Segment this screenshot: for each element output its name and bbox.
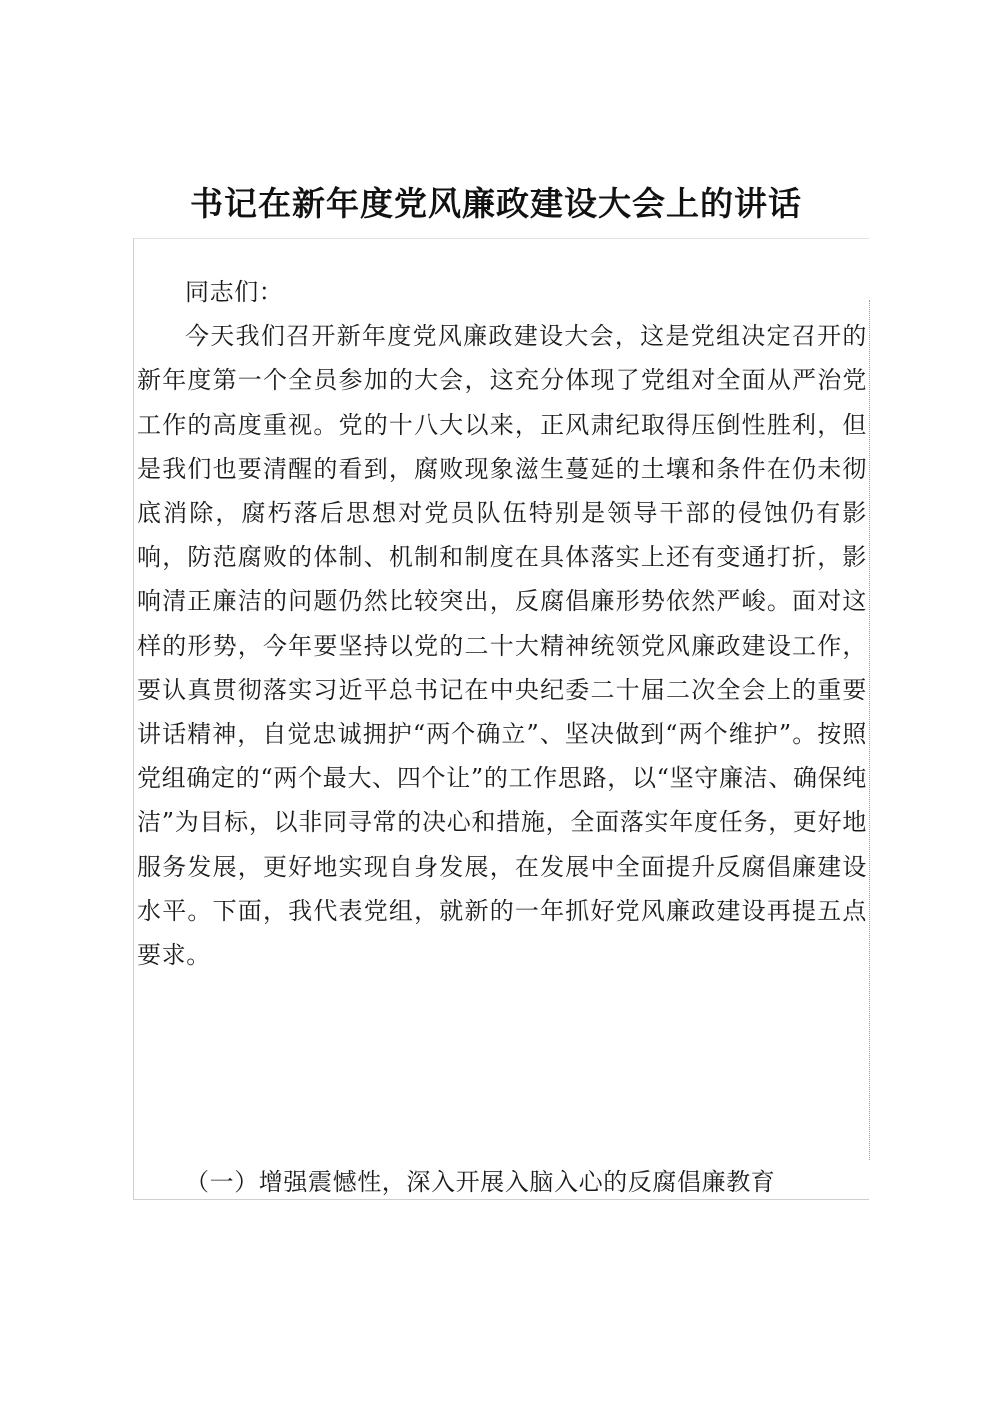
section-heading: （一）增强震憾性，深入开展入脑入心的反腐倡廉教育 bbox=[185, 1168, 776, 1196]
salutation: 同志们： bbox=[185, 278, 284, 306]
text-frame-right-edge bbox=[868, 300, 870, 1160]
body-paragraph: 今天我们召开新年度党风廉政建设大会，这是党组决定召开的新年度第一个全员参加的大会，这充分体现了党组对全面从严治党工作的高度重视。党的十八大以来，正风肃纪取得压倒性胜利，但是我们也要清醒的看到，腐败现象滋生蔓延的土壤和条件在仍未彻底消除，腐朽落后思想对党员队伍特别是领导干部的侵蚀仍有影响，防范腐败的体制、机制和制度在具体落实上还有变通打折，影响清正廉洁的问题仍然比较突出，反腐倡廉形势依然严峻。面对这样的形势，今年要坚持以党的二十大精神统领党风廉政建设工作，要认真贯彻落实习近平总书记在中央纪委二十届二次全会上的重要讲话精神，自觉忠诚拥护“两个确立”、坚决做到“两个维护”。按照党组确定的“两个最大、四个让”的工作思路，以“坚守廉洁、确保纯洁”为目标，以非同寻常的决心和措施，全面落实年度任务，更好地服务发展，更好地实现自身发展，在发展中全面提升反腐倡廉建设水平。下面，我代表党组，就新的一年抓好党风廉政建设再提五点要求。 bbox=[137, 322, 867, 970]
document-body bbox=[137, 270, 867, 977]
document-title: 书记在新年度党风廉政建设大会上的讲话 bbox=[190, 184, 802, 223]
